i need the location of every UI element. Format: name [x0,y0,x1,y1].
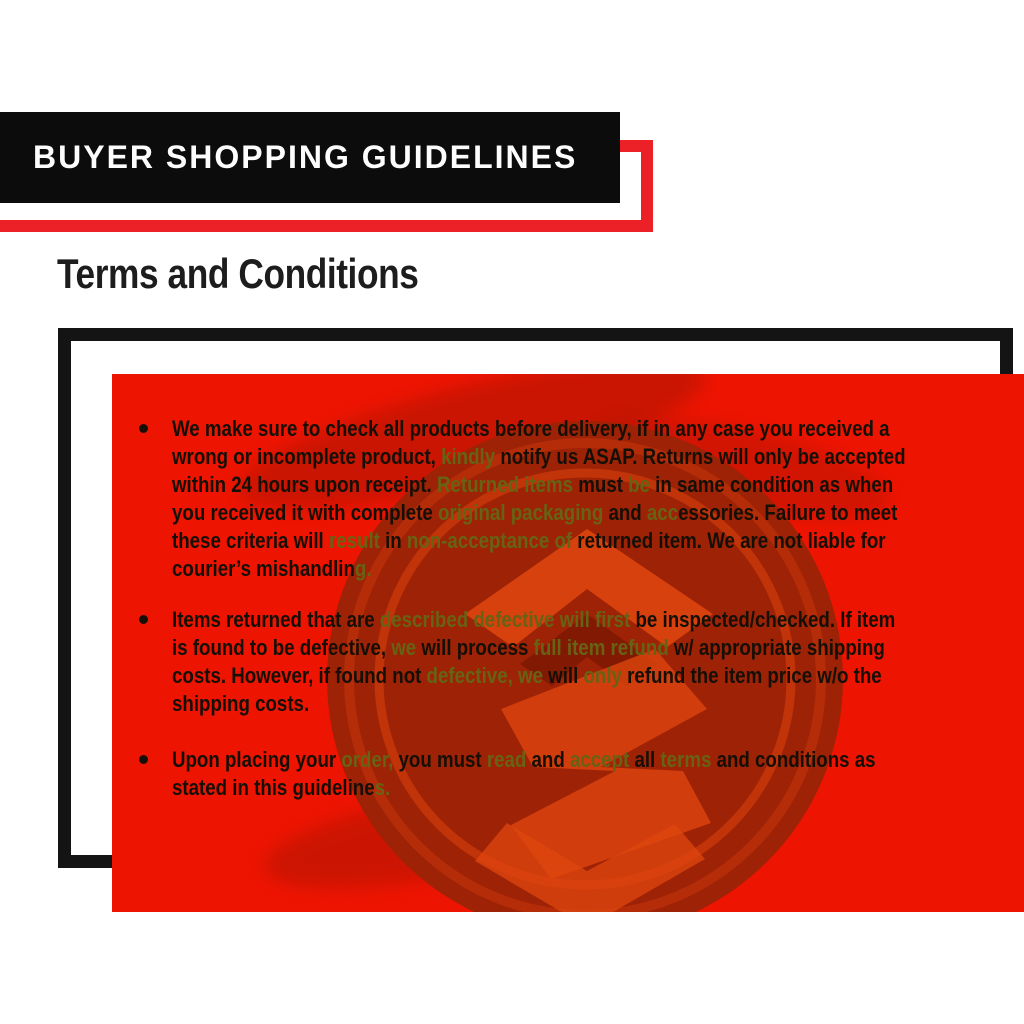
bullet-line: these criteria will result in non-acceptance of returned item. We are not liable for [172,528,886,553]
bullet-line: is found to be defective, we will process full item refund w/ appropriate shipping [172,635,885,660]
bullet-line: courier’s mishandling. [172,556,372,581]
section-heading: Terms and Conditions [57,250,419,297]
bullet-icon [139,615,148,624]
bullet-icon [139,755,148,764]
list-item [172,746,1000,802]
terms-list [112,374,1024,912]
bullet-line: wrong or incomplete product, kindly notify us ASAP. Returns will only be accepted [172,444,906,469]
bullet-line: Upon placing your order, you must read and accept all terms and conditions as [172,747,876,772]
bullet-line: We make sure to check all products before delivery, if in any case you received a [172,416,890,441]
bullet-line: shipping costs. [172,691,310,716]
bullet-text [172,415,906,583]
bullet-text [172,606,895,718]
bullet-line: you received it with complete original packaging and accessories. Failure to meet [172,500,898,525]
bullet-line: within 24 hours upon receipt. Returned items must be in same condition as when [172,472,894,497]
title-bar [0,112,620,203]
bullet-line: Items returned that are described defective will first be inspected/checked. If item [172,607,896,632]
bullet-line: stated in this guidelines. [172,775,391,800]
list-item [172,415,1024,583]
bullet-text [172,746,876,802]
bullet-icon [139,424,148,433]
terms-panel [112,374,1024,912]
list-item [172,606,1023,718]
bullet-line: costs. However, if found not defective, we will only refund the item price w/o the [172,663,882,688]
page-title: BUYER SHOPPING GUIDELINES [33,139,578,175]
